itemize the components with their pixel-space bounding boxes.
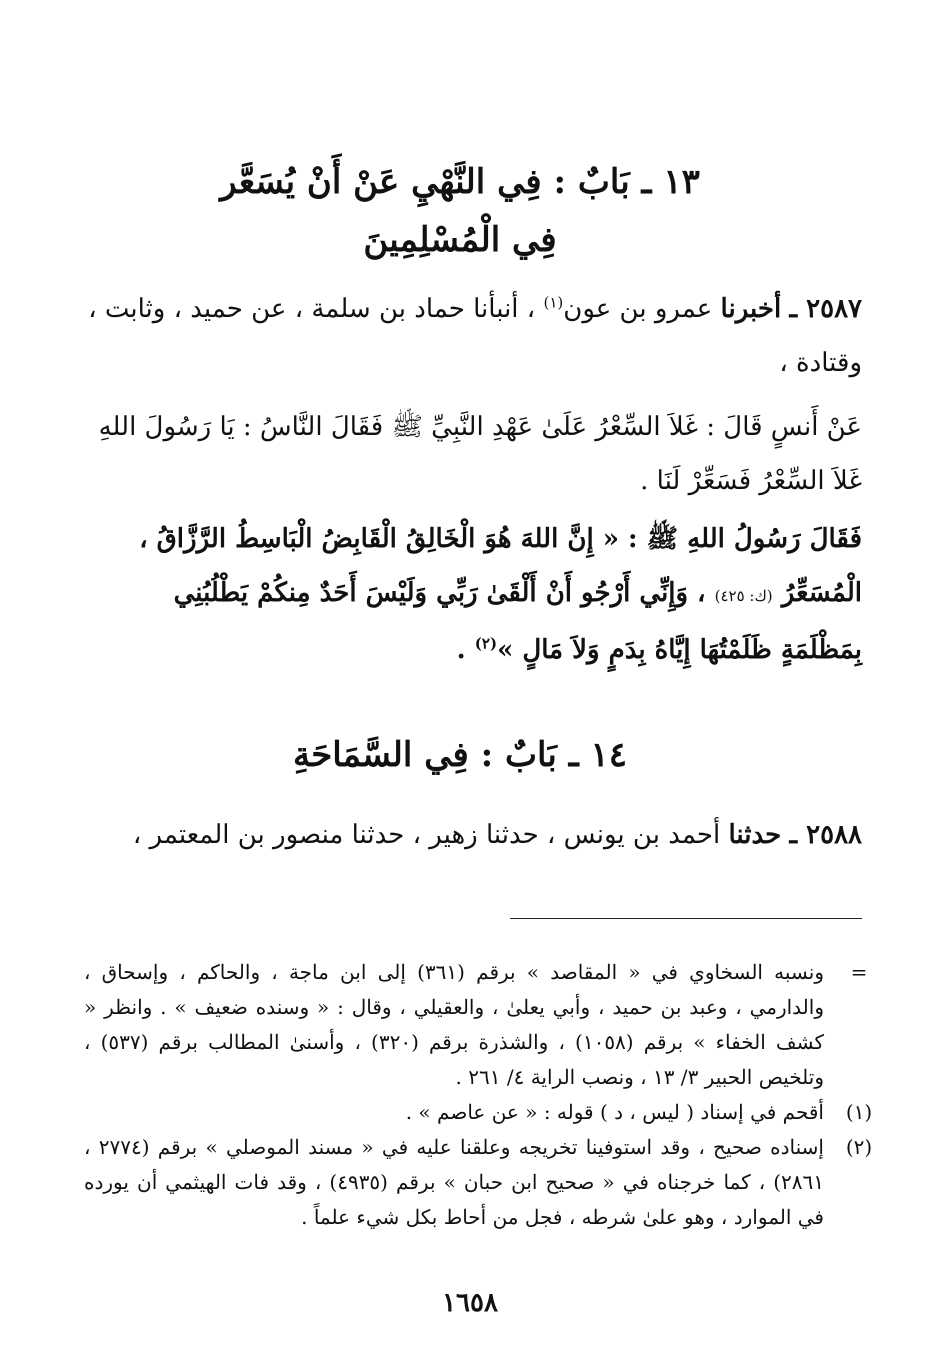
footnote-ref-2: (٢) — [474, 634, 498, 653]
chapter-13-title: ١٣ ـ بَابٌ : فِي النَّهْيِ عَنْ أَنْ يُسَعَّر — [220, 162, 700, 202]
hadith-2588-isnad — [84, 808, 862, 862]
isnad-chain: أحمد بن يونس ، حدثنا زهير ، حدثنا منصور بن المعتمر ، — [132, 820, 721, 850]
isnad-chain: ، أنبأنا حماد بن سلمة ، عن حميد ، وثابت ، وقتادة ، — [88, 294, 862, 378]
footnote-mark: = — [850, 960, 868, 984]
hadith-2587-prophet-saying — [84, 512, 862, 677]
narrator-name: عمرو بن عون — [563, 294, 713, 324]
transmission-verb: أخبرنا — [720, 294, 782, 324]
footnote-ref-1: (١) — [543, 293, 564, 312]
saying-part-1: فَقَالَ رَسُولُ اللهِ ﷺ : « إِنَّ اللهَ هُوَ الْخَالِقُ الْقَابِضُ الْبَاسِطُ الرَّزَّاقُ ، الْمُسَعِّرُ — [139, 524, 862, 608]
footnote-continued — [84, 955, 874, 1095]
transmission-verb: حدثنا — [728, 820, 782, 850]
footnote-mark: (٢) — [845, 1135, 873, 1159]
hadith-number: ٢٥٨٨ ـ — [789, 820, 862, 850]
saying-end: . — [456, 635, 466, 665]
hadith-2587-isnad — [84, 282, 862, 390]
manuscript-reference: (ك: ٤٢٥) — [714, 587, 773, 605]
page-number: ١٦٥٨ — [442, 1288, 498, 1318]
footnote-text: إسناده صحيح ، وقد استوفينا تخريجه وعلقنا عليه في « مسند الموصلي » برقم (٢٧٧٤ ، ٢٨٦١) ، كما خرجناه في « صحيح ابن حبان » برقم (٤٩٣٥) ، وقد فات الهيثمي أن يورده في الموارد ، وهو علىٰ شرطه ، فجل من أحاط بكل شيء علماً . — [84, 1135, 824, 1229]
chapter-13-title-continued: فِي الْمُسْلِمِينَ — [363, 220, 557, 260]
chapter-14-title: ١٤ ـ بَابٌ : فِي السَّمَاحَةِ — [292, 735, 628, 775]
hadith-2587-matn: عَنْ أَنسٍ قَالَ : غَلاَ السِّعْرُ عَلَىٰ عَهْدِ النَّبِيِّ ﷺ فَقَالَ النَّاسُ : يَا رَسُولَ اللهِ غَلاَ السِّعْرُ فَسَعِّرْ لَنَا . — [98, 412, 862, 496]
hadith-number: ٢٥٨٧ ـ — [789, 294, 862, 324]
footnote-text: ونسبه السخاوي في « المقاصد » برقم (٣٦١) إلى ابن ماجة ، والحاكم ، وإسحاق ، والدارمي ، وعبد بن حميد ، وأبي يعلىٰ ، والعقيلي ، وقال : « وسنده ضعيف » . وانظر « كشف الخفاء » برقم (١٠٥٨) ، والشذرة برقم (٣٢٠) ، وأسنىٰ المطالب برقم (٥٣٧) ، وتلخيص الحبير ٣/ ١٣ ، ونصب الراية ٤/ ٢٦١ . — [84, 960, 824, 1089]
footnote-1 — [84, 1095, 874, 1130]
footnote-2 — [84, 1130, 874, 1235]
saying-part-2: ، وَإِنِّي أَرْجُو أَنْ أَلْقَىٰ رَبِّي وَلَيْسَ أَحَدٌ مِنكُمْ يَطْلُبُنِي بِمَظْلَمَةٍ ظَلَمْتُهَا إِيَّاهُ بِدَمٍ وَلاَ مَالٍ » — [173, 578, 862, 665]
footnote-divider — [510, 918, 862, 919]
footnotes — [84, 955, 874, 1235]
footnote-text: أقحم في إسناد ( ليس ، د ) قوله : « عن عاصم » . — [405, 1100, 824, 1124]
footnote-mark: (١) — [845, 1100, 873, 1124]
